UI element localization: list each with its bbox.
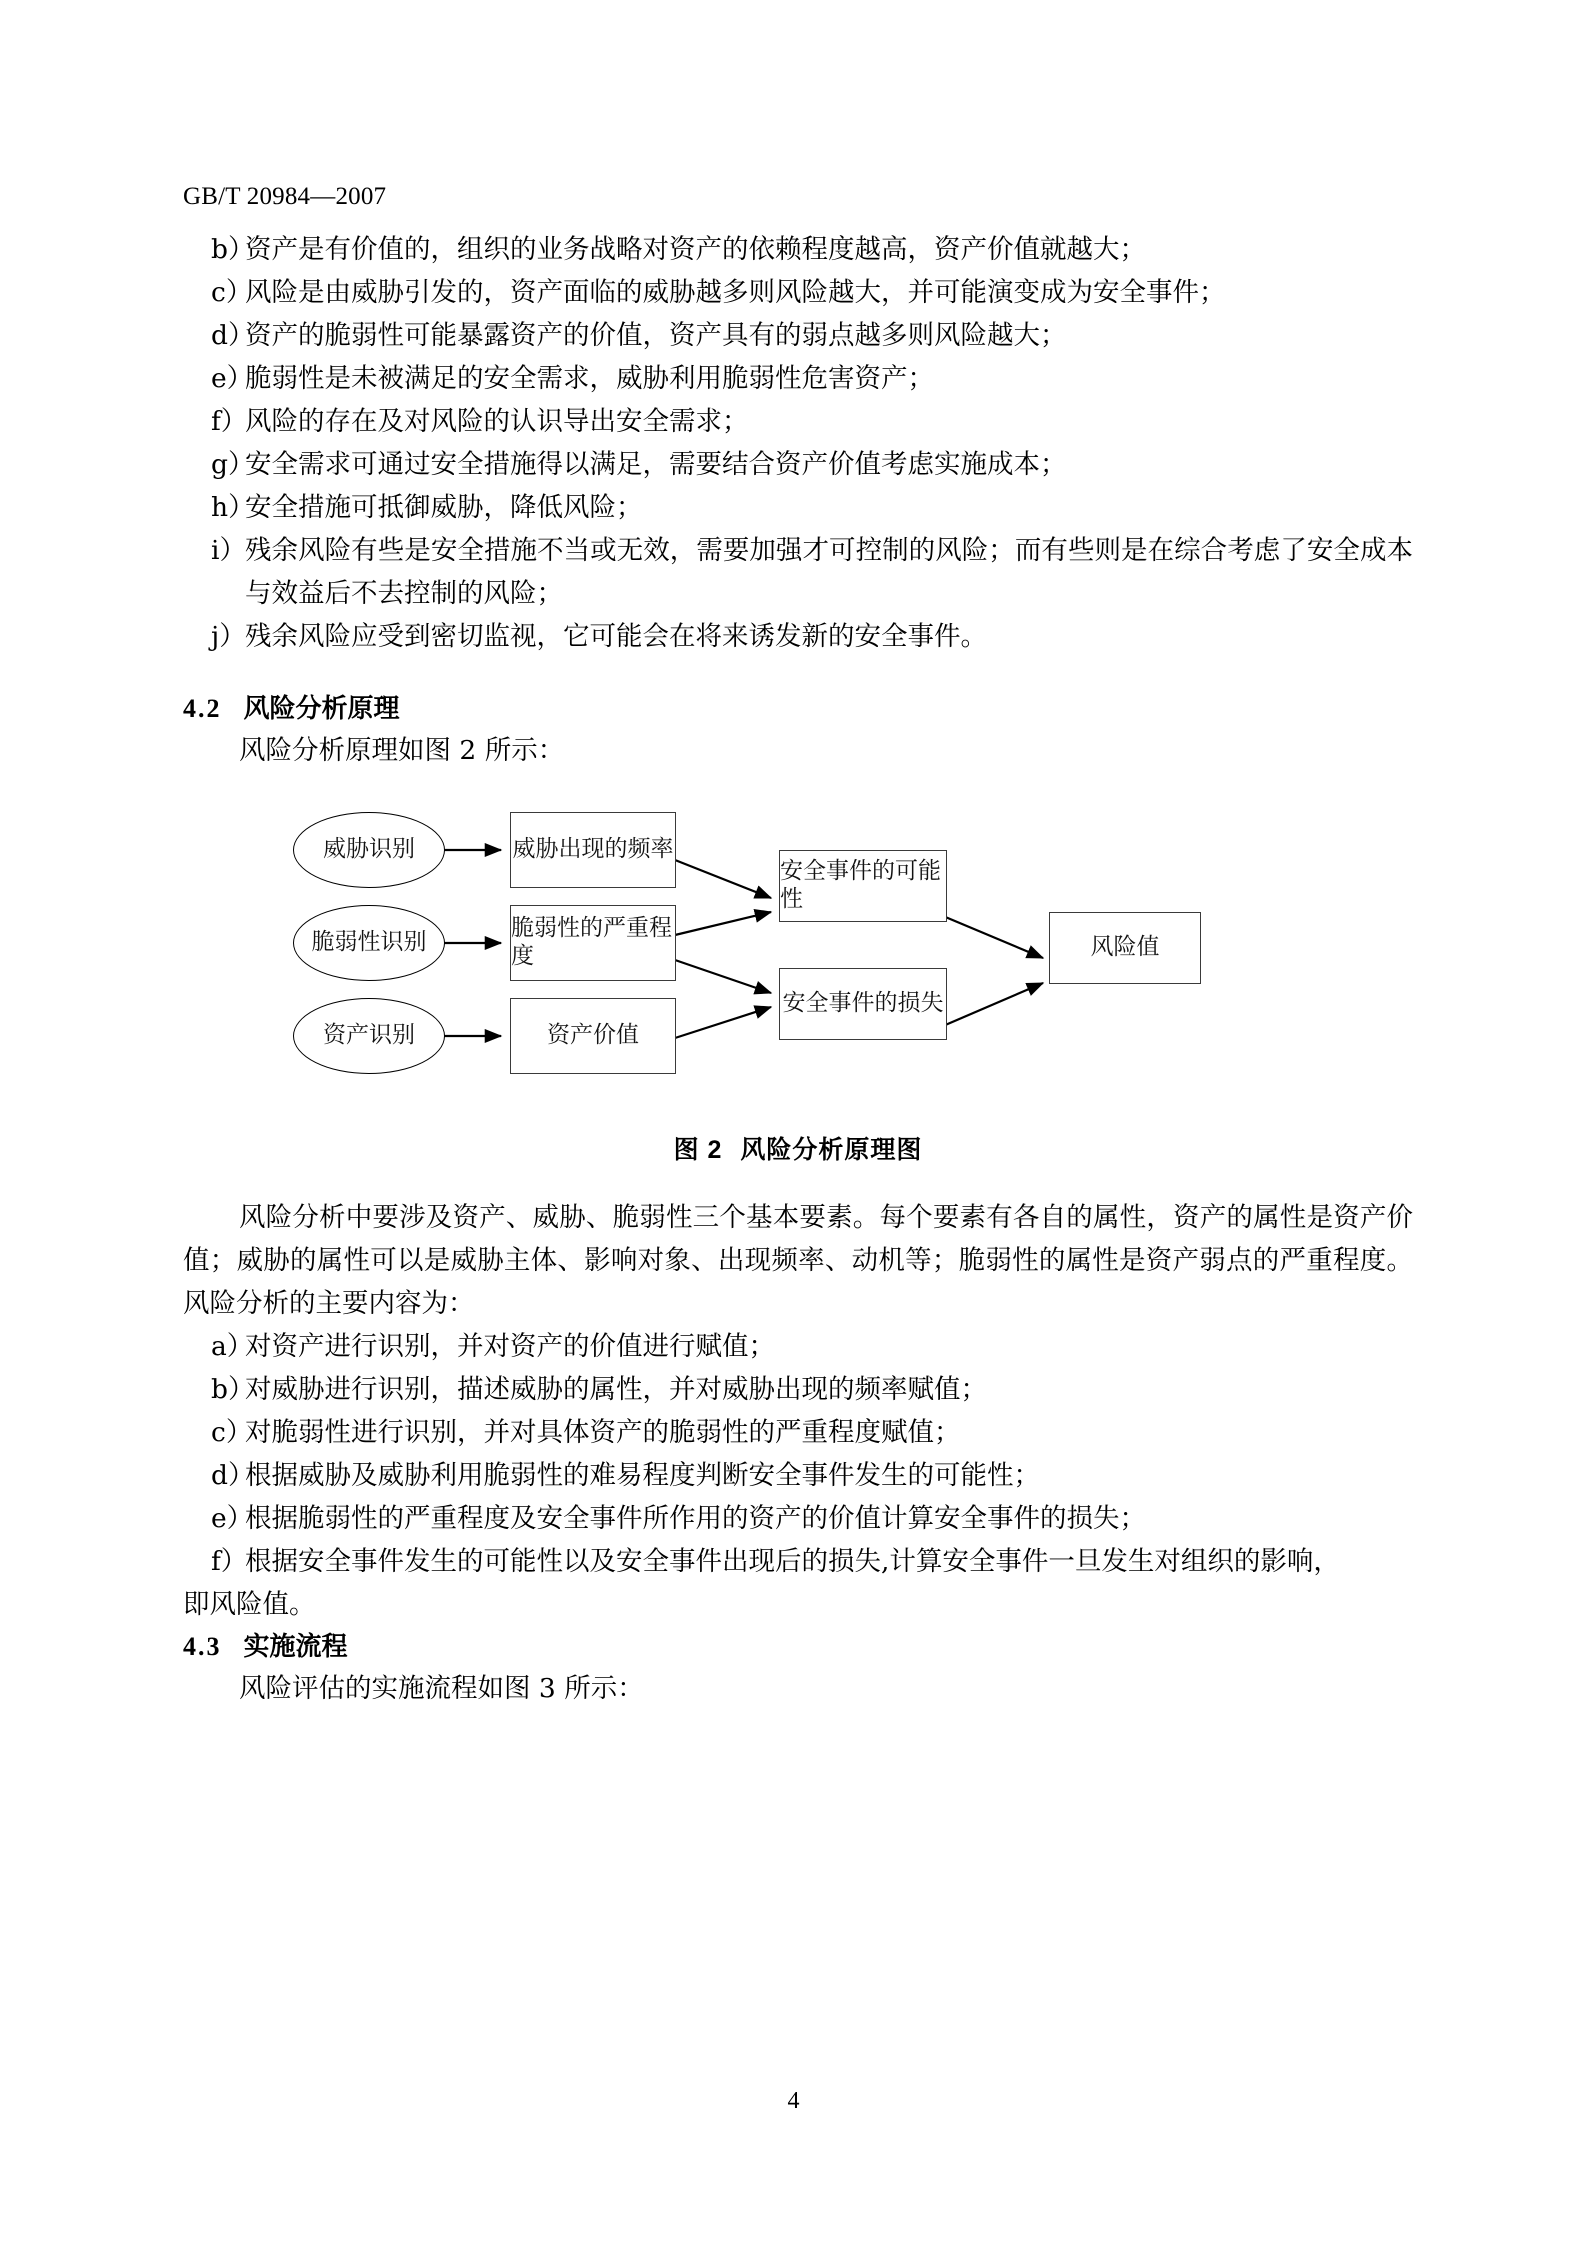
list-item-marker: d）: [211, 320, 255, 351]
list-item: [183, 443, 1413, 486]
list-item-marker: d）: [211, 1460, 255, 1491]
list-item-text: 对脆弱性进行识别，并对具体资产的脆弱性的严重程度赋值；: [245, 1417, 961, 1448]
node-asset-identification: [293, 998, 445, 1074]
list-item-text: 根据脆弱性的严重程度及安全事件所作用的资产的价值计算安全事件的损失；: [245, 1503, 1146, 1534]
section-heading-4-2: [183, 688, 1413, 729]
running-header-standard-id: GB/T 20984—2007: [183, 183, 387, 210]
list-item: [183, 1497, 1413, 1540]
list-item-text: 风险的存在及对风险的认识导出安全需求；: [245, 406, 749, 437]
list-item-text: 安全需求可通过安全措施得以满足，需要结合资产价值考虑实施成本；: [245, 449, 1067, 480]
list-item: [183, 1411, 1413, 1454]
list-item-marker: a）: [211, 1331, 254, 1362]
node-label: 资产识别: [323, 1022, 415, 1049]
list-item-marker: f）: [211, 406, 248, 437]
list-item-marker: i）: [211, 535, 246, 566]
list-item-marker: f）: [211, 1546, 248, 1577]
list-item-text: 资产是有价值的，组织的业务战略对资产的依赖程度越高，资产价值就越大；: [245, 234, 1146, 265]
section-title: 实施流程: [243, 1631, 348, 1661]
node-threat-identification: [293, 812, 445, 888]
list-item-marker: e）: [211, 1503, 254, 1534]
list-item-text: 风险是由威胁引发的，资产面临的威胁越多则风险越大，并可能演变成为安全事件；: [245, 277, 1226, 308]
list-item: [183, 271, 1413, 314]
list-item: [183, 314, 1413, 357]
list-item: [183, 1540, 1413, 1583]
node-vulnerability-severity: [510, 905, 676, 981]
node-threat-frequency: [510, 812, 676, 888]
list-item: [183, 357, 1413, 400]
list-item-marker: c）: [211, 1417, 253, 1448]
list-item-text: 对资产进行识别，并对资产的价值进行赋值；: [245, 1331, 775, 1362]
page-content: [183, 228, 1413, 1710]
list-item-text: 根据安全事件发生的可能性以及安全事件出现后的损失,计算安全事件一旦发生对组织的影响，: [245, 1546, 1340, 1577]
figure-2-caption: [183, 1130, 1413, 1166]
list-item-marker: g）: [211, 449, 255, 480]
node-label: 威胁识别: [323, 836, 415, 863]
node-incident-likelihood: [779, 850, 947, 922]
list-item: [183, 1368, 1413, 1411]
node-vulnerability-identification: [293, 905, 445, 981]
list-item-marker: c）: [211, 277, 253, 308]
page-number: 4: [787, 2088, 800, 2114]
node-label: 资产价值: [547, 1022, 639, 1049]
node-incident-loss: [779, 968, 947, 1040]
node-label: 安全事件的可能性: [780, 858, 941, 912]
list-item-text: 脆弱性是未被满足的安全需求，威胁利用脆弱性危害资产；: [245, 363, 934, 394]
paragraph-risk-analysis-elements: 风险分析中要涉及资产、威胁、脆弱性三个基本要素。每个要素有各自的属性，资产的属性是资产价值；威胁的属性可以是威胁主体、影响对象、出现频率、动机等；脆弱性的属性是资产弱点的严重程度。风险分析的主要内容为：: [183, 1202, 1413, 1319]
node-label: 脆弱性识别: [311, 929, 427, 956]
list-item-marker: j）: [211, 621, 246, 652]
node-asset-value: [510, 998, 676, 1074]
list-item-continuation: 即风险值。: [183, 1589, 316, 1620]
node-risk-value: [1049, 912, 1201, 984]
figure-caption-number: 图 2: [673, 1136, 723, 1164]
section-4-3-intro: 风险评估的实施流程如图 3 所示：: [239, 1673, 644, 1704]
list-item-marker: h）: [211, 492, 255, 523]
list-item-text: 根据威胁及威胁利用脆弱性的难易程度判断安全事件发生的可能性；: [245, 1460, 1040, 1491]
figure-caption-title: 风险分析原理图: [740, 1136, 923, 1164]
list-item-marker: b）: [211, 234, 255, 265]
clause-list-principles: [183, 228, 1413, 658]
section-number: 4.3: [183, 1632, 222, 1661]
section-heading-4-3: [183, 1626, 1413, 1667]
clause-list-analysis-contents: [183, 1325, 1413, 1583]
list-item-text: 对威胁进行识别，描述威胁的属性，并对威胁出现的频率赋值；: [245, 1374, 987, 1405]
list-item-marker: e）: [211, 363, 254, 394]
list-item: [183, 486, 1413, 529]
figure-2-risk-analysis-principle: [183, 788, 1413, 1128]
list-item-text: 安全措施可抵御威胁，降低风险；: [245, 492, 643, 523]
list-item: [183, 228, 1413, 271]
list-item-text: 残余风险有些是安全措施不当或无效，需要加强才可控制的风险；而有些则是在综合考虑了安全成本与效益后不去控制的风险；: [245, 535, 1413, 609]
list-item-text: 资产的脆弱性可能暴露资产的价值，资产具有的弱点越多则风险越大；: [245, 320, 1067, 351]
node-label: 脆弱性的严重程度: [511, 915, 672, 969]
node-label: 安全事件的损失: [782, 990, 944, 1017]
section-number: 4.2: [183, 694, 222, 723]
list-item-marker: b）: [211, 1374, 255, 1405]
list-item: [183, 615, 1413, 658]
section-title: 风险分析原理: [243, 693, 400, 723]
node-label: 威胁出现的频率: [512, 836, 674, 863]
node-label: 风险值: [1090, 934, 1160, 961]
list-item: [183, 400, 1413, 443]
list-item: [183, 1454, 1413, 1497]
list-item: [183, 1325, 1413, 1368]
list-item: [183, 529, 1413, 615]
list-item-text: 残余风险应受到密切监视，它可能会在将来诱发新的安全事件。: [245, 621, 987, 652]
section-4-2-intro: 风险分析原理如图 2 所示：: [239, 735, 565, 766]
